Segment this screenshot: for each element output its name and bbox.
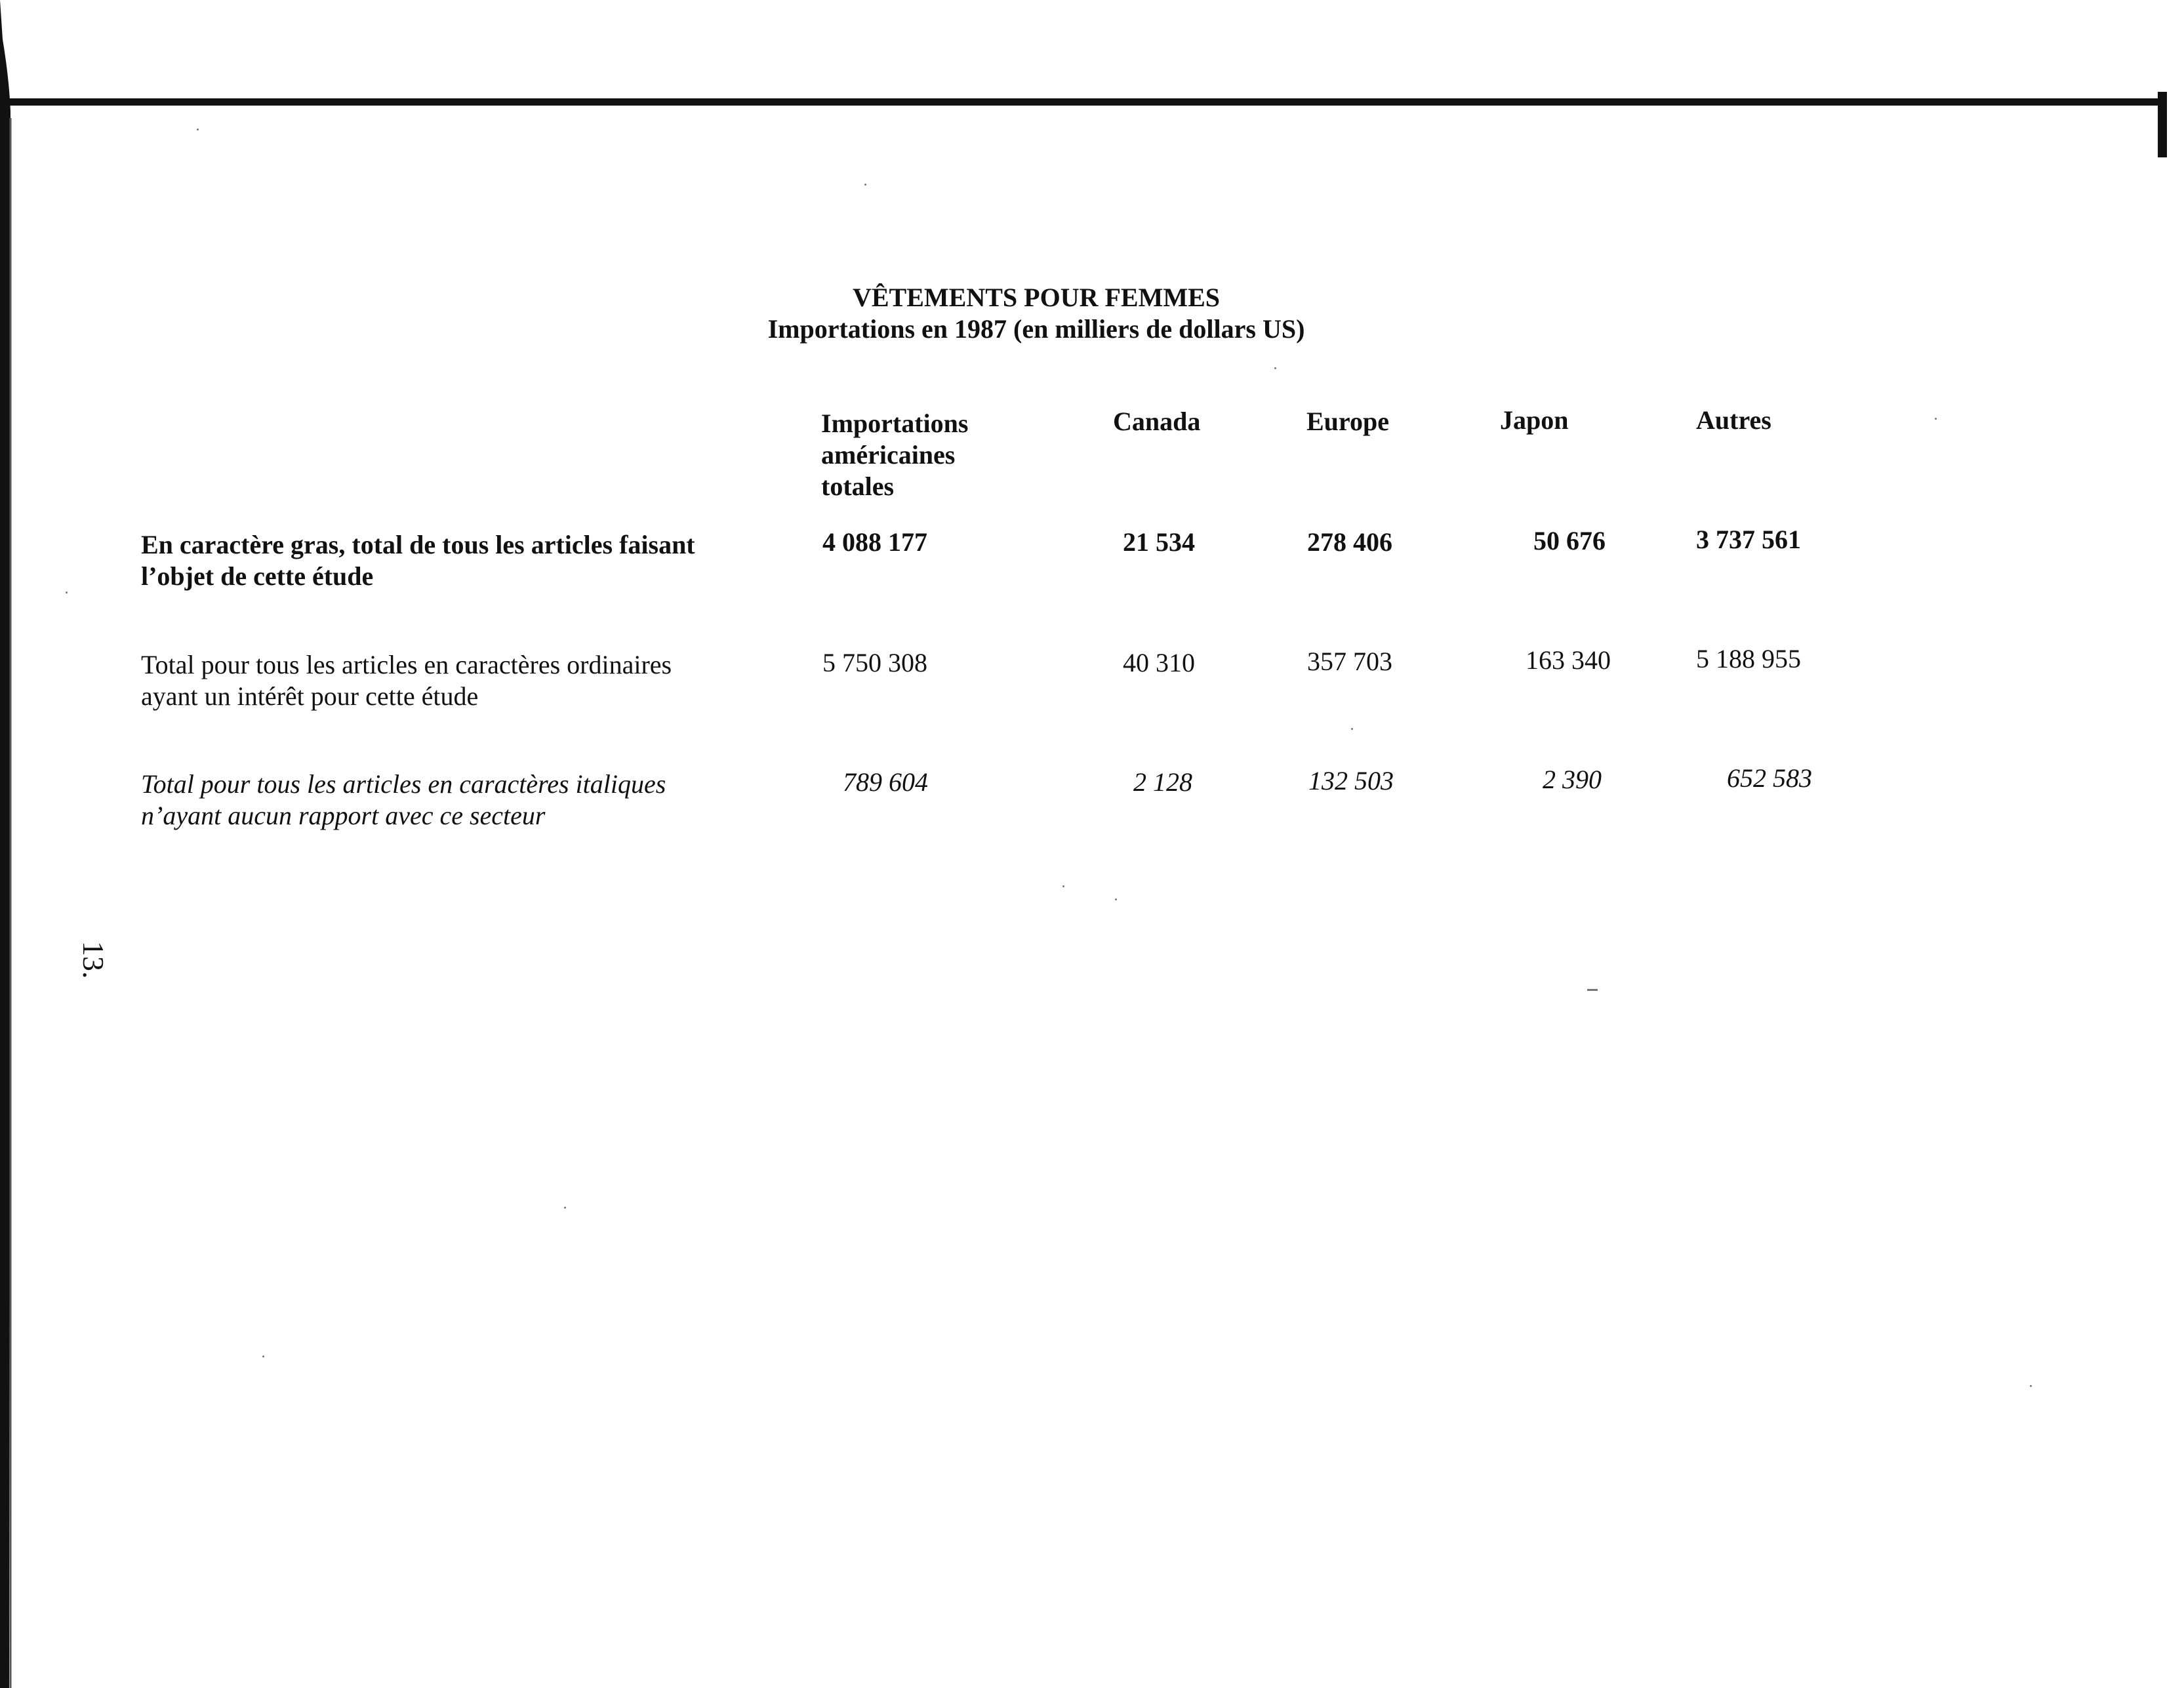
- cell-regular-total: 5 750 308: [822, 648, 927, 677]
- cell-italic-autres: 652 583: [1727, 763, 1812, 793]
- title-block: [676, 282, 1397, 345]
- scan-speck: [262, 1356, 264, 1357]
- column-header-autres: Autres: [1696, 405, 1771, 435]
- column-header-total: Importations américaines totales: [821, 409, 969, 501]
- scan-speck: [66, 592, 68, 593]
- scan-speck: [1274, 367, 1276, 369]
- page-number: 13.: [77, 941, 110, 979]
- scan-speck: [564, 1207, 566, 1209]
- column-header-canada: Canada: [1113, 407, 1201, 436]
- scan-speck: [1115, 898, 1117, 900]
- cell-italic-europe: 132 503: [1308, 766, 1394, 795]
- cell-regular-canada: 40 310: [1123, 648, 1195, 677]
- scan-speck: [1351, 728, 1353, 730]
- document-title: VÊTEMENTS POUR FEMMES: [852, 283, 1221, 312]
- cell-italic-total: 789 604: [843, 767, 928, 797]
- row-label-regular-total: Total pour tous les articles en caractères ordinaires ayant un intérêt pour cette étude: [141, 650, 672, 711]
- cell-italic-japon: 2 390: [1543, 765, 1602, 794]
- cell-bold-total: 4 088 177: [822, 527, 927, 557]
- scan-speck: [1062, 885, 1064, 887]
- scan-speck: [2030, 1385, 2032, 1387]
- row-label-italic-total: Total pour tous les articles en caractères italiques n’ayant aucun rapport avec ce secteur: [141, 769, 666, 830]
- cell-regular-japon: 163 340: [1526, 645, 1611, 675]
- right-page-edge: [2158, 92, 2167, 157]
- top-rule-line: [7, 98, 2161, 106]
- column-header-europe: Europe: [1306, 407, 1389, 436]
- scan-speck: [197, 129, 199, 131]
- scan-speck: [1587, 989, 1598, 991]
- cell-regular-autres: 5 188 955: [1696, 644, 1801, 673]
- cell-bold-canada: 21 534: [1123, 527, 1195, 557]
- scanned-page-edge: [0, 0, 16, 1688]
- document-subtitle: Importations en 1987 (en milliers de dollars US): [767, 314, 1305, 344]
- cell-regular-europe: 357 703: [1307, 647, 1392, 676]
- column-header-japon: Japon: [1500, 405, 1569, 435]
- row-label-bold-total: En caractère gras, total de tous les articles faisant l’objet de cette étude: [141, 530, 695, 591]
- cell-bold-autres: 3 737 561: [1696, 525, 1801, 554]
- scan-speck: [1935, 418, 1937, 420]
- cell-bold-europe: 278 406: [1307, 527, 1392, 557]
- cell-bold-japon: 50 676: [1533, 526, 1606, 555]
- scan-speck: [864, 184, 866, 186]
- cell-italic-canada: 2 128: [1133, 767, 1192, 797]
